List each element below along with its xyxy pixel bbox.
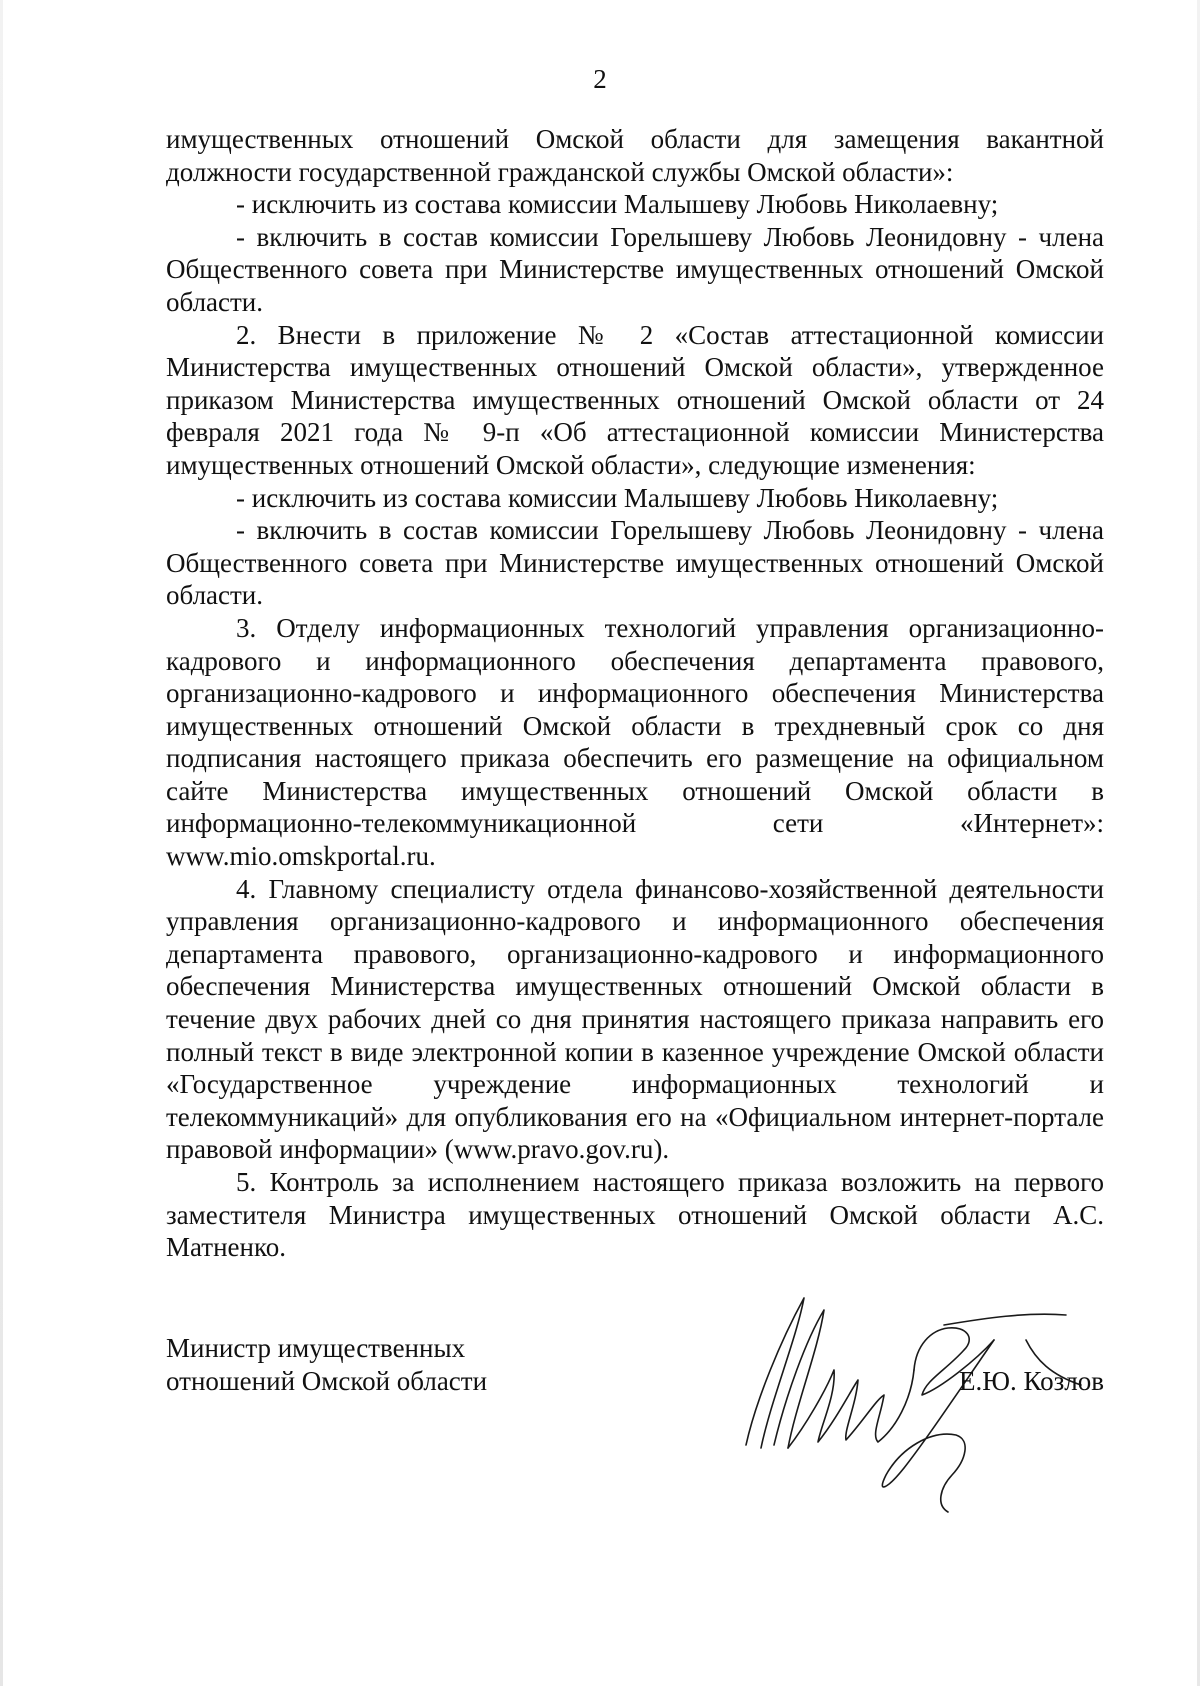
paragraph: 2. Внести в приложение № 2 «Состав аттестационной комиссии Министерства имущественных отношений Омской области», утвержденное приказом Министерства имущественных отношений Омской области от 24 февраля 2021 года № 9-п «Об аттестационной комиссии Министерства имущественных отношений Омской области», следующие изменения: (166, 319, 1104, 480)
document-body (166, 123, 1104, 1264)
page-number: 2 (593, 64, 607, 94)
paragraph: 4. Главному специалисту отдела финансово-хозяйственной деятельности управления организационно-кадрового и информационного обеспечения департамента правового, организационно-кадрового и информационного обеспечения Министерства имущественных отношений Омской области в течение двух рабочих дней со дня принятия настоящего приказа направить его полный текст в виде электронной копии в казенное учреждение Омской области «Государственное учреждение информационных технологий и телекоммуникаций» для опубликования его на «Официальном интернет-портале правовой информации» (www.pravo.gov.ru). (166, 873, 1104, 1165)
paragraph: - включить в состав комиссии Горелышеву Любовь Леонидовну - члена Общественного совета при Министерстве имущественных отношений Омской области. (166, 221, 1104, 317)
signatory-title-line: отношений Омской области (166, 1365, 488, 1396)
paragraph: 3. Отделу информационных технологий управления организационно-кадрового и информационного обеспечения департамента правового, организационно-кадрового и информационного обеспечения Министерства имущественных отношений Омской области в трехдневный срок со дня подписания настоящего приказа обеспечить его размещение на официальном сайте Министерства имущественных отношений Омской области в информационно-телекоммуникационной сети «Интернет»: www.mio.omskportal.ru. (166, 612, 1104, 872)
paragraph: имущественных отношений Омской области для замещения вакантной должности государственной гражданской службы Омской области»: (166, 124, 1104, 187)
paragraph: - включить в состав комиссии Горелышеву Любовь Леонидовну - члена Общественного совета при Министерстве имущественных отношений Омской области. (166, 515, 1104, 611)
signatory-name: Е.Ю. Козлов (958, 1366, 1104, 1396)
scan-edge-left (0, 0, 3, 1686)
paragraph: - исключить из состава комиссии Малышеву Любовь Николаевну; (236, 189, 999, 220)
signatory-title (166, 1332, 586, 1397)
paragraph: 5. Контроль за исполнением настоящего приказа возложить на первого заместителя Министра имущественных отношений Омской области А.С. Матненко. (166, 1167, 1104, 1263)
paragraph: - исключить из состава комиссии Малышеву Любовь Николаевну; (236, 482, 999, 513)
signature-block (166, 1320, 1104, 1540)
signatory-title-line: Министр имущественных (166, 1333, 466, 1363)
